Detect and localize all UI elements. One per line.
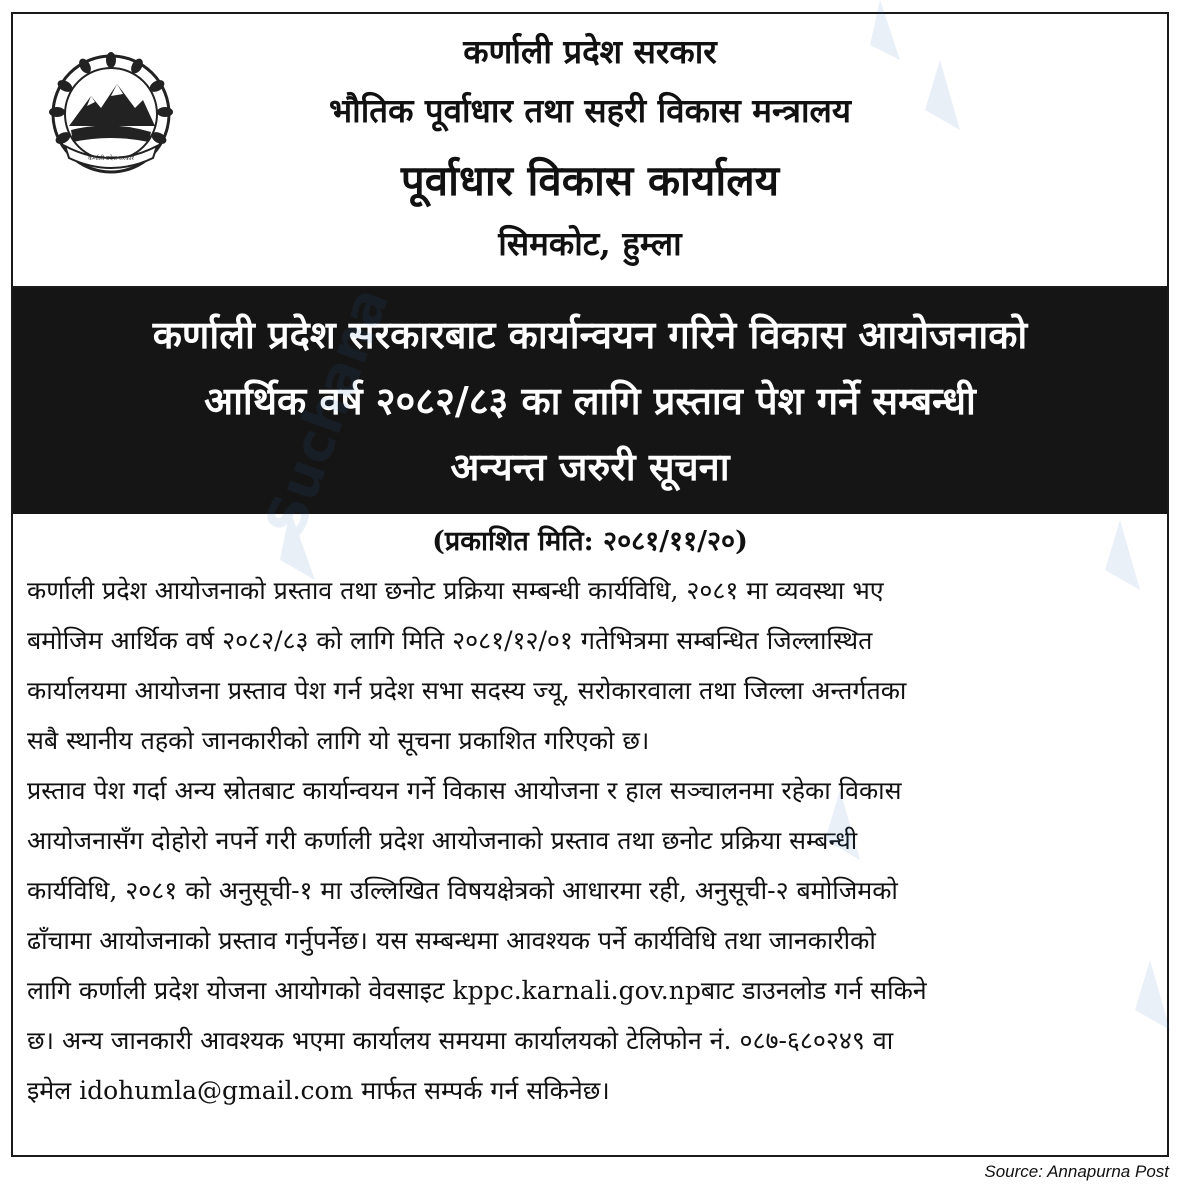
svg-text:कर्णाली प्रदेश सरकार: कर्णाली प्रदेश सरकार (88, 155, 134, 162)
ministry-name: भौतिक पूर्वाधार तथा सहरी विकास मन्त्रालय (328, 91, 852, 130)
notice-paragraph-1 (13, 566, 1167, 766)
notice-title-line-1: कर्णाली प्रदेश सरकारबाट कार्यान्वयन गरिने विकास आयोजनाको (152, 312, 1028, 357)
paragraph-line: लागि कर्णाली प्रदेश योजना आयोगको वेवसाइट kppc.karnali.gov.npबाट डाउनलोड गर्न सकिने (27, 976, 927, 1005)
paragraph-line: सबै स्थानीय तहको जानकारीको लागि यो सूचना प्रकाशित गरिएको छ। (27, 726, 650, 755)
paragraph-line: बमोजिम आर्थिक वर्ष २०८२/८३ को लागि मिति २०८१/१२/०१ गतेभित्रमा सम्बन्धित जिल्लास्थित (27, 626, 873, 655)
paragraph-line: कार्यालयमा आयोजना प्रस्ताव पेश गर्न प्रदेश सभा सदस्य ज्यू, सरोकारवाला तथा जिल्ला अन्तर्गतका (27, 676, 907, 705)
paragraph-line: इमेल idohumla@gmail.com मार्फत सम्पर्क गर्न सकिनेछ। (27, 1076, 610, 1105)
office-name: पूर्वाधार विकास कार्यालय (400, 156, 780, 205)
notice-frame (11, 12, 1169, 1157)
paragraph-line: कर्णाली प्रदेश आयोजनाको प्रस्ताव तथा छनोट प्रक्रिया सम्बन्धी कार्यविधि, २०८१ मा व्यवस्था भए (27, 576, 884, 605)
published-date: (प्रकाशित मिति: २०८१/११/२०) (432, 526, 748, 557)
source-credit: Source: Annapurna Post (984, 1162, 1169, 1181)
notice-header (13, 14, 1167, 288)
paragraph-line: ढाँचामा आयोजनाको प्रस्ताव गर्नुपर्नेछ। यस सम्बन्धमा आवश्यक पर्ने कार्यविधि तथा जानकारीको (27, 926, 876, 955)
paragraph-line: आयोजनासँग दोहोरो नपर्ने गरी कर्णाली प्रदेश आयोजनाको प्रस्ताव तथा छनोट प्रक्रिया सम्बन्धी (27, 826, 858, 855)
government-name: कर्णाली प्रदेश सरकार (463, 32, 717, 71)
office-location: सिमकोट, हुम्ला (498, 224, 682, 263)
paragraph-line: प्रस्ताव पेश गर्दा अन्य स्रोतबाट कार्यान्वयन गर्ने विकास आयोजना र हाल सञ्चालनमा रहेका विकास (27, 776, 902, 805)
notice-title-line-2: आर्थिक वर्ष २०८२/८३ का लागि प्रस्ताव पेश गर्ने सम्बन्धी (204, 378, 976, 423)
notice-title-banner (13, 288, 1167, 514)
paragraph-line: छ। अन्य जानकारी आवश्यक भएमा कार्यालय समयमा कार्यालयको टेलिफोन नं. ०८७-६८०२४९ वा (27, 1026, 894, 1055)
paragraph-line: कार्यविधि, २०८१ को अनुसूची-१ मा उल्लिखित विषयक्षेत्रको आधारमा रही, अनुसूची-२ बमोजिमको (27, 876, 898, 905)
notice-title-line-3: अन्यन्त जरुरी सूचना (450, 444, 730, 489)
notice-paragraph-2 (13, 766, 1167, 1116)
